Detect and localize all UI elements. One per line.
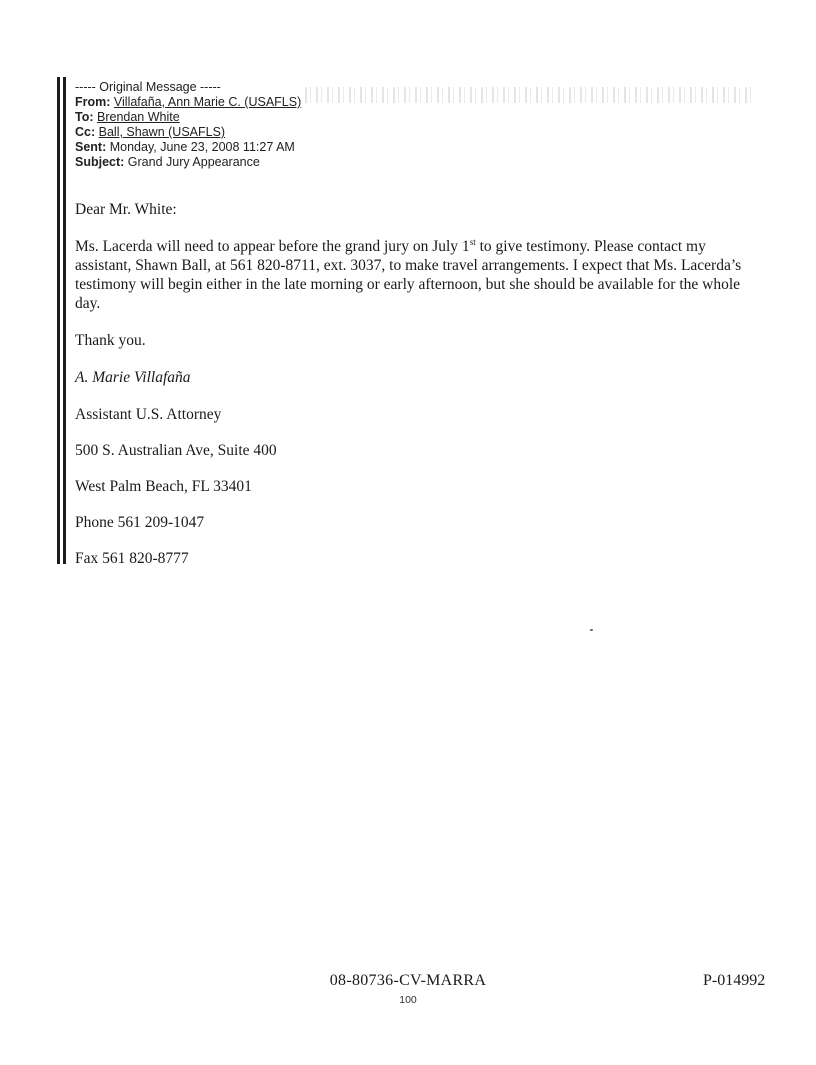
original-message-line: ----- Original Message ----- [75, 80, 221, 94]
greeting: Dear Mr. White: [75, 201, 177, 218]
signature-fax: Fax 561 820-8777 [75, 550, 189, 567]
to-row [75, 110, 301, 125]
bates-number: P-014992 [703, 972, 766, 989]
cc-label: Cc: [75, 125, 96, 139]
from-link[interactable]: Villafaña, Ann Marie C. (USAFLS) [113, 95, 302, 109]
scan-speck [590, 629, 593, 631]
quote-bar-inner [63, 77, 66, 564]
sent-row [75, 140, 301, 155]
to-link[interactable]: Brendan White [97, 110, 180, 124]
cc-row [75, 125, 301, 140]
subject-value: Grand Jury Appearance [127, 155, 260, 169]
paragraph-part-2: to give testimony. Please contact my assistant, Shawn Ball, at 561 820-8711, ext. 3037, to make travel arrangements. I expect that Ms. Lacerda’s testimony will begin either in the late morning or early afternoon, but she should be available for the whole day. [75, 238, 742, 312]
signature-phone: Phone 561 209-1047 [75, 514, 205, 531]
sent-value: Monday, June 23, 2008 11:27 AM [109, 140, 295, 154]
from-label: From: [75, 95, 111, 109]
subject-label: Subject: [75, 155, 125, 169]
to-label: To: [75, 110, 94, 124]
email-header [75, 80, 301, 170]
closing: Thank you. [75, 332, 146, 349]
paragraph-part-1: Ms. Lacerda will need to appear before the grand jury on July 1 [75, 238, 470, 255]
cc-link[interactable]: Ball, Shawn (USAFLS) [98, 125, 226, 139]
signature-address-line-1: 500 S. Australian Ave, Suite 400 [75, 442, 277, 459]
quote-bar-outer [57, 77, 60, 564]
subject-row [75, 155, 301, 170]
ordinal-superscript: st [469, 236, 476, 247]
scan-noise-strip [305, 87, 755, 103]
from-row [75, 95, 301, 110]
sent-label: Sent: [75, 140, 107, 154]
signature-address-line-2: West Palm Beach, FL 33401 [75, 478, 252, 495]
signature-title: Assistant U.S. Attorney [75, 406, 222, 423]
page-number: 100 [399, 994, 417, 1006]
main-paragraph [75, 237, 755, 313]
email-body [75, 200, 755, 585]
case-number: 08-80736-CV-MARRA [329, 972, 487, 989]
signature-name: A. Marie Villafaña [75, 369, 191, 386]
